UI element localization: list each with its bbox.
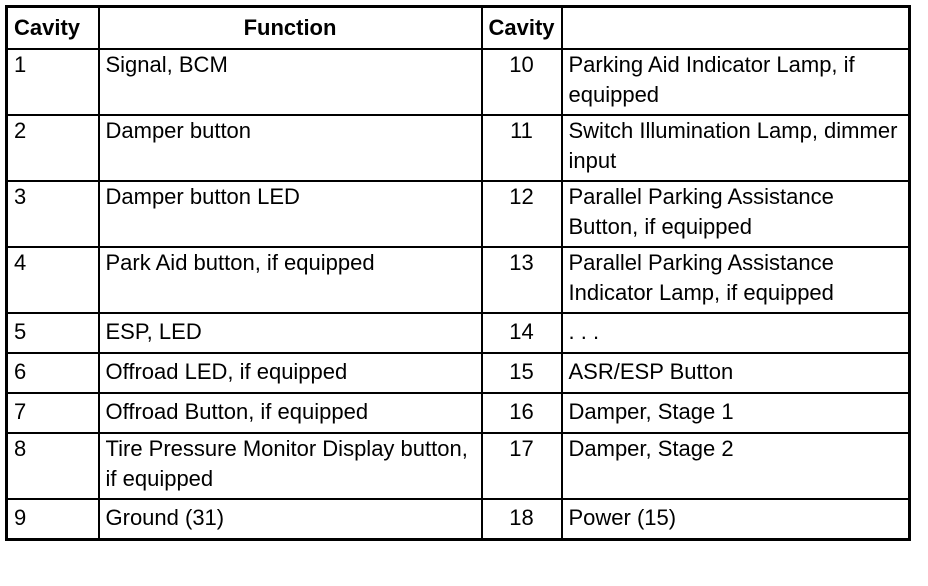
cavity-left-cell: 8 [7, 433, 99, 499]
cavity-left-cell: 5 [7, 313, 99, 353]
cavity-left-cell: 7 [7, 393, 99, 433]
table-body [7, 49, 910, 540]
header-function-left: Function [99, 7, 482, 50]
function-left-cell: Damper button [99, 115, 482, 181]
cavity-right-cell: 12 [482, 181, 562, 247]
table-row [7, 247, 910, 313]
cavity-left-cell: 3 [7, 181, 99, 247]
connector-pinout-table [5, 5, 911, 541]
function-left-cell: Damper button LED [99, 181, 482, 247]
function-right-cell: Damper, Stage 2 [562, 433, 910, 499]
header-function-right [562, 7, 910, 50]
cavity-right-cell: 11 [482, 115, 562, 181]
table-row [7, 393, 910, 433]
function-right-cell: . . . [562, 313, 910, 353]
function-right-cell: Switch Illumination Lamp, dimmer input [562, 115, 910, 181]
function-left-cell: Park Aid button, if equipped [99, 247, 482, 313]
function-left-cell: Tire Pressure Monitor Display button, if equipped [99, 433, 482, 499]
cavity-right-cell: 16 [482, 393, 562, 433]
header-cavity-left: Cavity [7, 7, 99, 50]
table-row [7, 49, 910, 115]
function-right-cell: Parallel Parking Assistance Indicator Lamp, if equipped [562, 247, 910, 313]
table-header [7, 7, 910, 50]
cavity-left-cell: 9 [7, 499, 99, 540]
cavity-right-cell: 14 [482, 313, 562, 353]
function-left-cell: Ground (31) [99, 499, 482, 540]
header-row [7, 7, 910, 50]
function-left-cell: Offroad LED, if equipped [99, 353, 482, 393]
cavity-right-cell: 17 [482, 433, 562, 499]
table-row [7, 433, 910, 499]
table-row [7, 353, 910, 393]
cavity-right-cell: 10 [482, 49, 562, 115]
function-right-cell: Power (15) [562, 499, 910, 540]
function-right-cell: ASR/ESP Button [562, 353, 910, 393]
function-right-cell: Parking Aid Indicator Lamp, if equipped [562, 49, 910, 115]
cavity-right-cell: 15 [482, 353, 562, 393]
function-left-cell: Signal, BCM [99, 49, 482, 115]
cavity-left-cell: 6 [7, 353, 99, 393]
cavity-right-cell: 13 [482, 247, 562, 313]
cavity-left-cell: 1 [7, 49, 99, 115]
cavity-left-cell: 4 [7, 247, 99, 313]
header-cavity-right: Cavity [482, 7, 562, 50]
function-right-cell: Parallel Parking Assistance Button, if equipped [562, 181, 910, 247]
cavity-left-cell: 2 [7, 115, 99, 181]
table-row [7, 313, 910, 353]
function-right-cell: Damper, Stage 1 [562, 393, 910, 433]
cavity-right-cell: 18 [482, 499, 562, 540]
function-left-cell: ESP, LED [99, 313, 482, 353]
table-row [7, 499, 910, 540]
table-row [7, 181, 910, 247]
function-left-cell: Offroad Button, if equipped [99, 393, 482, 433]
table-row [7, 115, 910, 181]
